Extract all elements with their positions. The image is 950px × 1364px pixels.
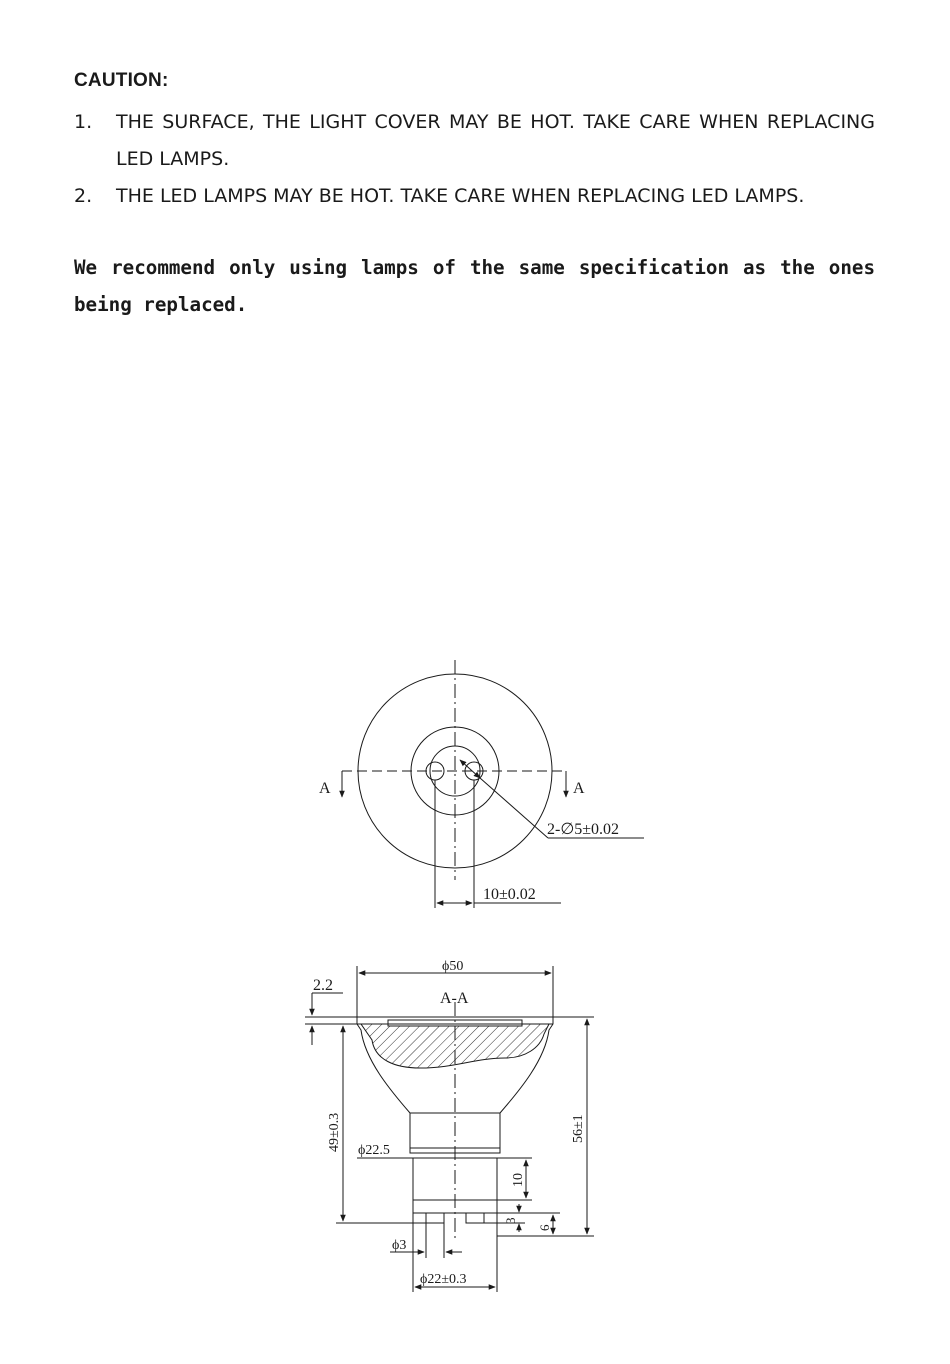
section-view — [305, 966, 594, 1292]
base-diameter-label: ϕ22±0.3 — [420, 1272, 467, 1287]
pin-height-label: 3 — [503, 1217, 518, 1224]
recommendation-text: We recommend only using lamps of the same specification as the ones being replaced. — [74, 256, 875, 316]
pin-spacing-label: 10±0.02 — [483, 886, 536, 903]
pin-right — [466, 1213, 484, 1223]
section-label-right: A — [573, 780, 585, 797]
top-view — [342, 660, 644, 908]
diameter-50-label: ϕ50 — [442, 959, 464, 974]
pin-leader-line — [480, 778, 548, 838]
caution-item-text: THE LED LAMPS MAY BE HOT. TAKE CARE WHEN REPLACING LED LAMPS. — [116, 185, 805, 207]
pin-diameter-label: 2-∅5±0.02 — [547, 821, 620, 838]
caution-item-number: 2. — [74, 185, 93, 207]
caution-item-number: 1. — [74, 111, 93, 133]
rim-2-2-label: 2.2 — [313, 977, 333, 994]
caution-title: CAUTION: — [74, 70, 169, 91]
neck-height-label: 10 — [511, 1173, 526, 1187]
caution-item-text: THE SURFACE, THE LIGHT COVER MAY BE HOT. TAKE CARE WHEN REPLACING LED LAMPS. — [116, 111, 875, 170]
total-height-label: 56±1 — [571, 1114, 586, 1143]
pin-left — [426, 1213, 444, 1223]
section-label-left: A — [319, 780, 331, 797]
pin-diameter-section-label: ϕ3 — [392, 1238, 407, 1253]
base-height-label: 6 — [537, 1224, 552, 1231]
section-title: A-A — [440, 990, 469, 1007]
neck-diameter-label: ϕ22.5 — [358, 1143, 390, 1158]
body-height-label: 49±0.3 — [327, 1112, 342, 1152]
